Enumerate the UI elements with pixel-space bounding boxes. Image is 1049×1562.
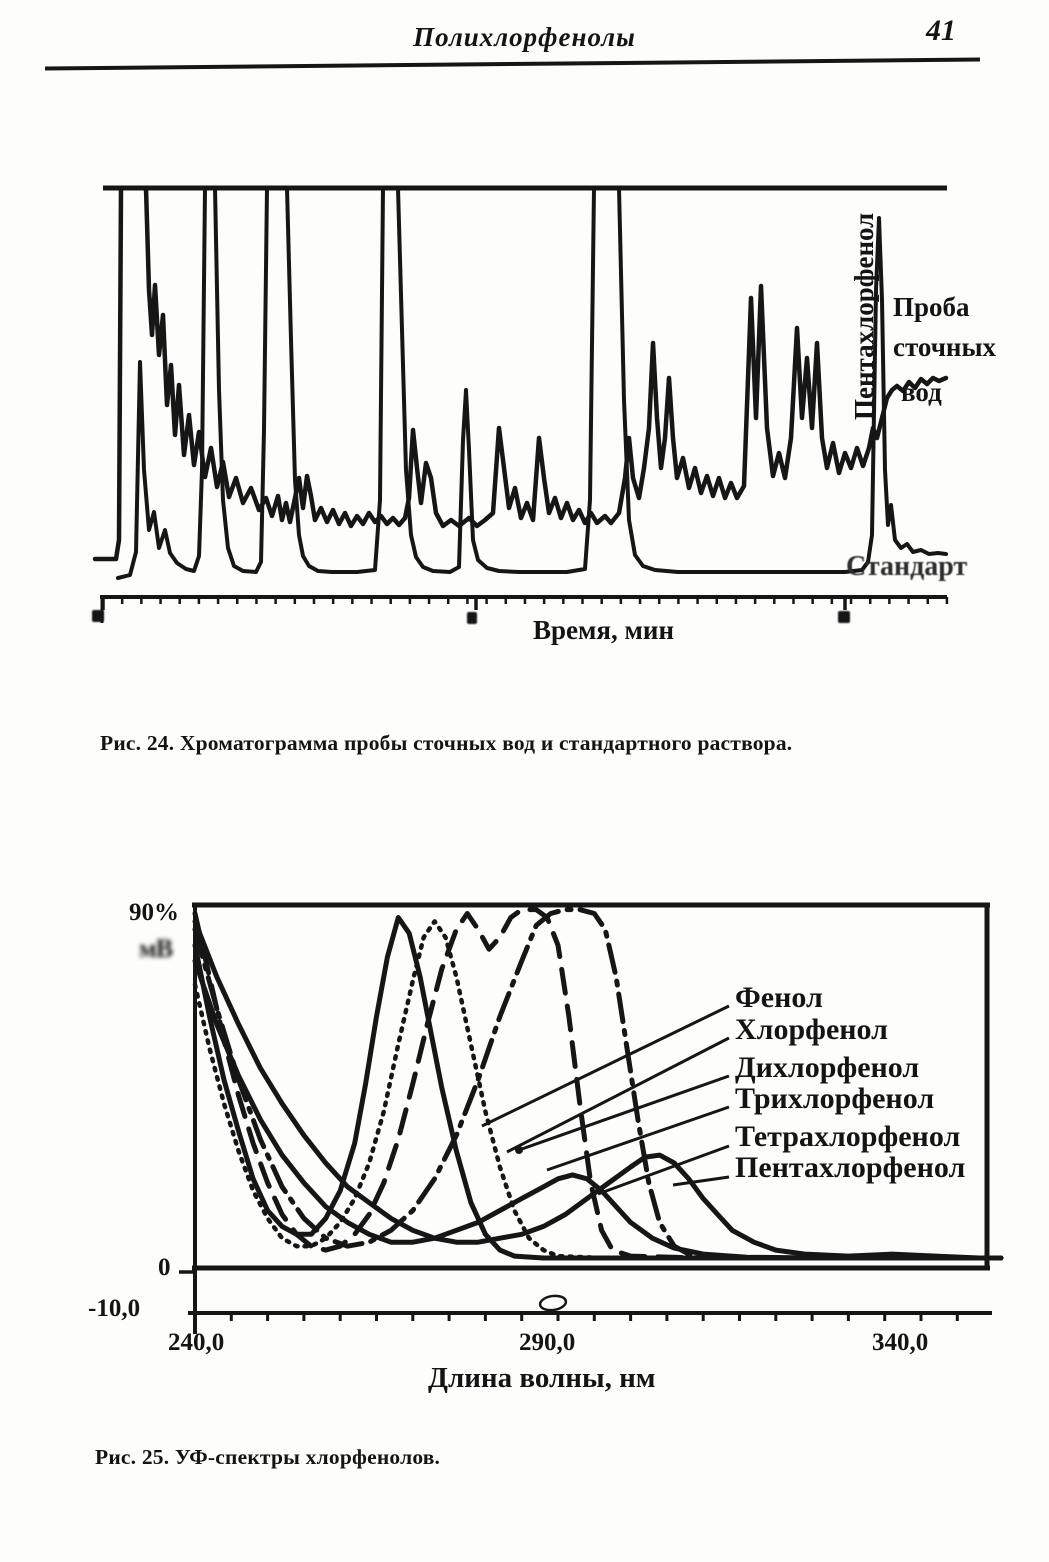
figure-24-caption: Рис. 24. Хроматограмма пробы сточных вод и стандартного раствора. [100, 731, 793, 755]
legend-item-dichlorophenol: Дихлорфенол [735, 1051, 920, 1084]
legend-leader-line [519, 1076, 729, 1150]
legend-leader-line [482, 1006, 729, 1126]
leader-end-dot [515, 1146, 523, 1154]
axis-loop-mark [539, 1294, 567, 1311]
legend-item-pentachlorophenol: Пентахлорфенол [735, 1151, 966, 1184]
page-header-title: Полихлорфенолы [413, 22, 636, 52]
x-tick-240: 240,0 [168, 1329, 225, 1356]
x-tick-340: 340,0 [872, 1329, 929, 1356]
legend-item-phenol: Фенол [735, 981, 823, 1014]
axis-tick-smudge [467, 612, 477, 624]
sample-label-line3: вод [901, 377, 942, 407]
wavelength-axis-label: Длина волны, нм [428, 1362, 656, 1394]
legend-item-chlorophenol: Хлорфенол [735, 1013, 888, 1046]
axis-tick-smudge [92, 610, 104, 622]
y-axis-unit-smudge: мВ [139, 934, 173, 963]
y-axis-zero-label: 0 [158, 1254, 171, 1281]
legend-item-trichlorophenol: Трихлорфенол [735, 1082, 935, 1115]
legend-leader-line [598, 1146, 729, 1194]
x-tick-290: 290,0 [519, 1329, 576, 1356]
sample-label-line1: Проба [893, 292, 970, 322]
page-number: 41 [926, 14, 956, 47]
legend-leader-line [507, 1038, 729, 1152]
standard-label: Стандарт [846, 551, 968, 582]
pentachlorophenol-peak-label: Пентахлорфенол [849, 212, 879, 420]
time-axis-label: Время, мин [533, 615, 675, 645]
y-axis-bottom-label: -10,0 [88, 1295, 141, 1322]
sample-label-line2: сточных [893, 332, 997, 362]
legend-leader-line [673, 1177, 729, 1185]
y-axis-top-label: 90% [129, 899, 179, 926]
header-rule [45, 58, 980, 71]
legend-item-tetrachlorophenol: Тетрахлорфенол [735, 1120, 961, 1153]
figure-25-caption: Рис. 25. УФ-спектры хлорфенолов. [95, 1445, 441, 1469]
axis-tick-smudge [838, 611, 850, 623]
